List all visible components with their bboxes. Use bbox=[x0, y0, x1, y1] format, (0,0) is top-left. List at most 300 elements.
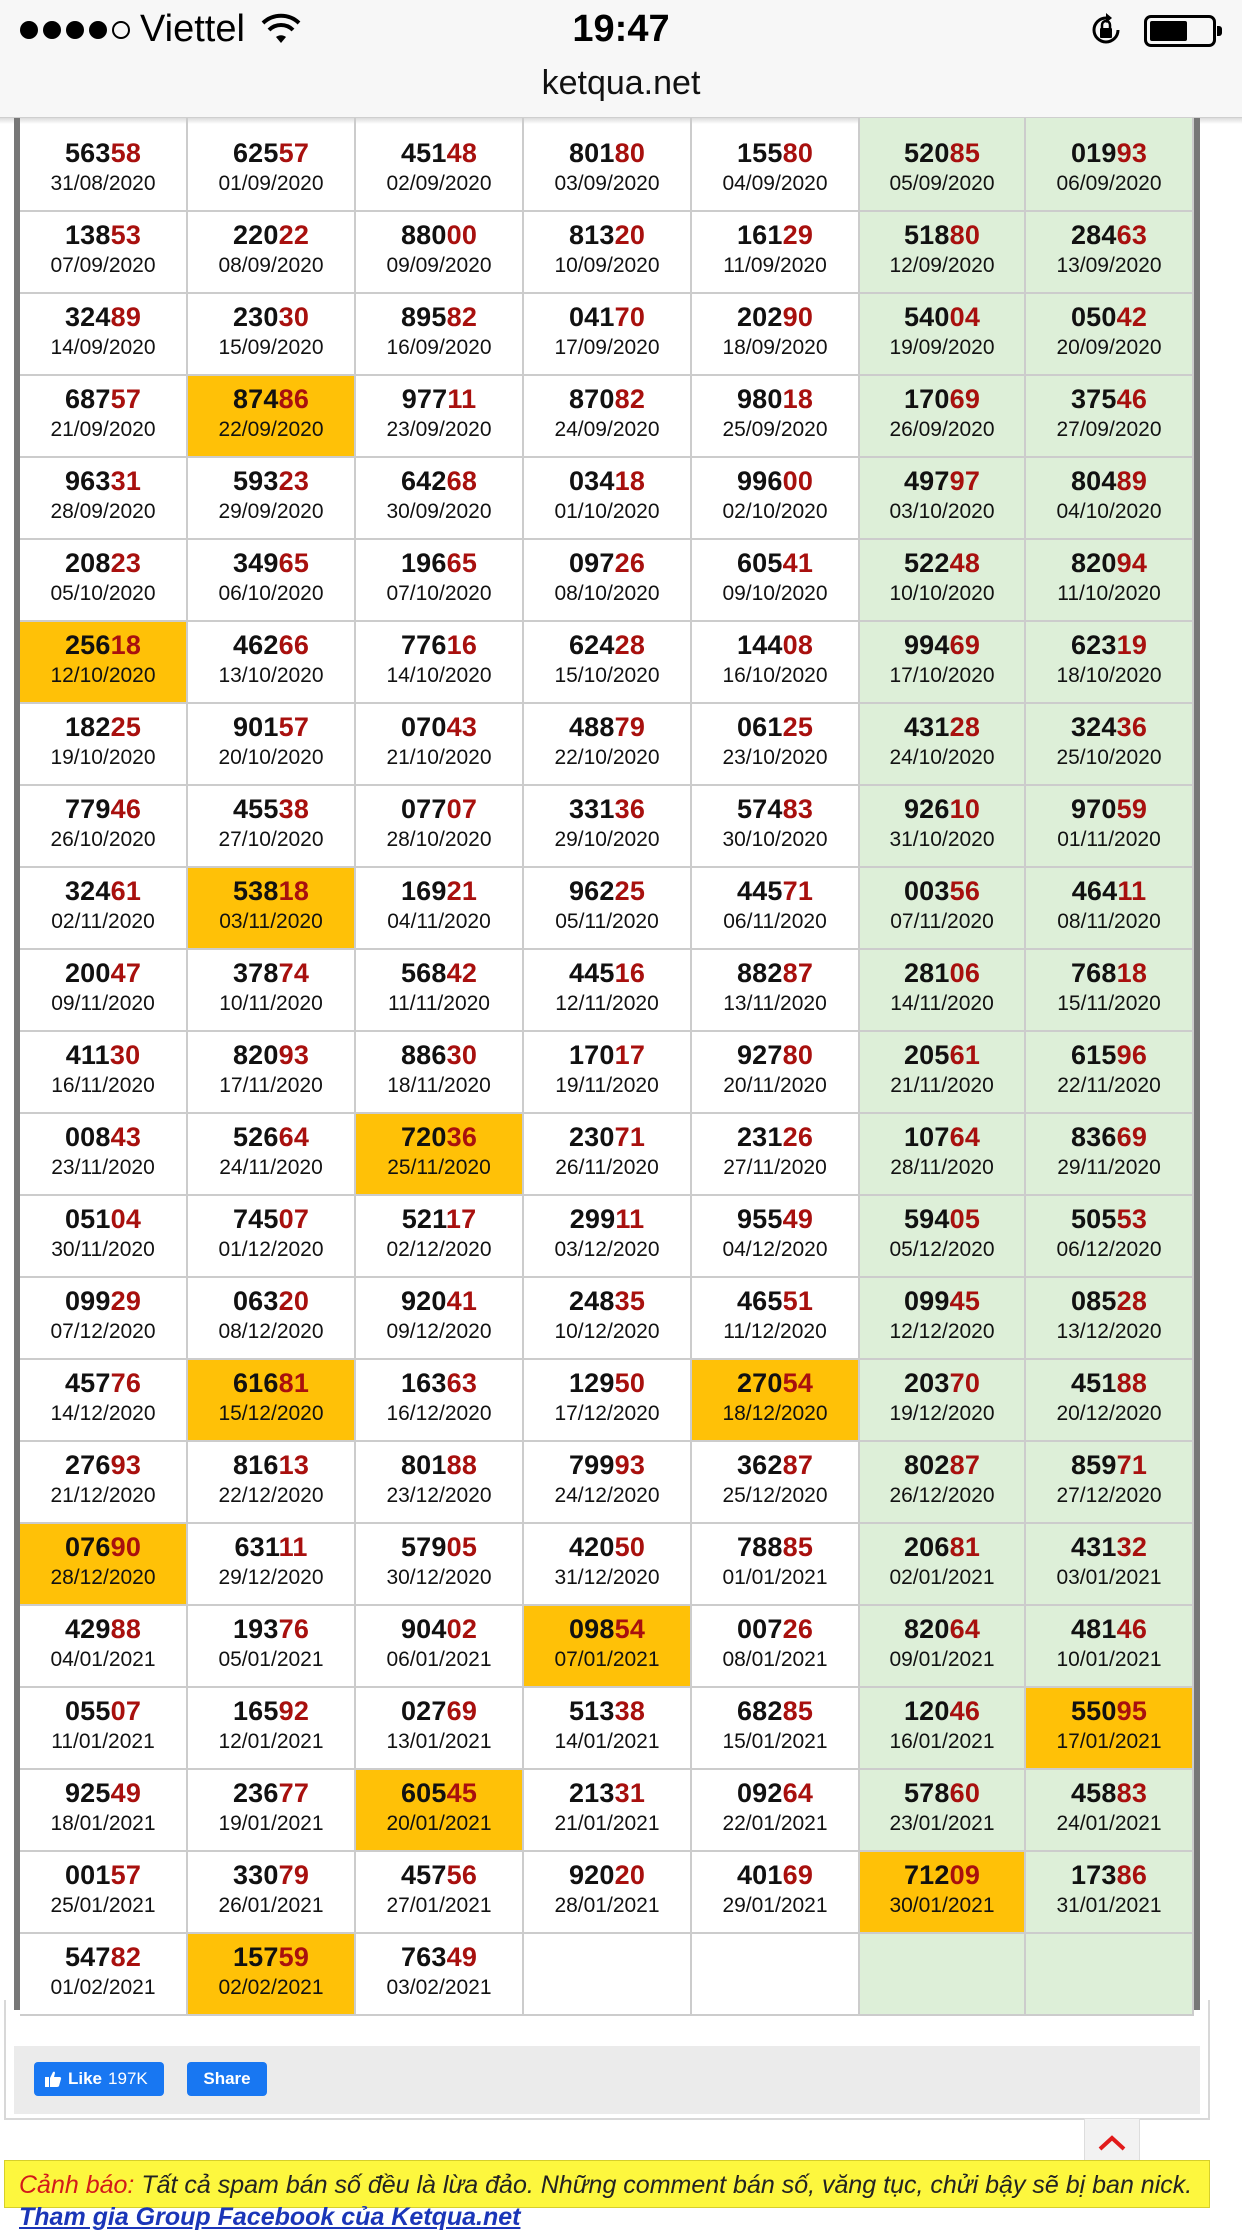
result-date: 09/01/2021 bbox=[889, 1648, 995, 1671]
warning-text: Tất cả spam bán số đều là lừa đảo. Những comment bán số, văng tục, chửi bậy sẽ bị ban nick. bbox=[134, 2171, 1193, 2199]
result-number: 05104 bbox=[64, 1204, 142, 1234]
result-cell bbox=[188, 1114, 356, 1196]
result-number: 42050 bbox=[568, 1532, 646, 1562]
result-last-two-digits: 04 bbox=[949, 302, 981, 332]
result-date: 15/09/2020 bbox=[218, 336, 324, 359]
result-date: 23/12/2020 bbox=[386, 1484, 492, 1507]
result-last-two-digits: 92 bbox=[278, 1696, 310, 1726]
result-number: 57905 bbox=[400, 1532, 478, 1562]
result-date: 10/10/2020 bbox=[889, 582, 995, 605]
result-date: 12/09/2020 bbox=[889, 254, 995, 277]
result-number: 07707 bbox=[400, 794, 478, 824]
result-date: 20/10/2020 bbox=[218, 746, 324, 769]
result-date: 11/12/2020 bbox=[723, 1320, 827, 1343]
result-cell bbox=[1026, 212, 1194, 294]
result-number: 04170 bbox=[568, 302, 646, 332]
result-date: 25/09/2020 bbox=[722, 418, 828, 441]
result-number: 76818 bbox=[1070, 958, 1148, 988]
result-last-two-digits: 29 bbox=[782, 220, 814, 250]
result-last-two-digits: 50 bbox=[614, 1532, 646, 1562]
result-cell bbox=[692, 294, 860, 376]
result-number: 10764 bbox=[903, 1122, 981, 1152]
result-last-two-digits: 41 bbox=[782, 548, 814, 578]
result-number: 61681 bbox=[232, 1368, 310, 1398]
result-date: 13/09/2020 bbox=[1056, 254, 1162, 277]
result-cell bbox=[692, 1852, 860, 1934]
result-date: 06/10/2020 bbox=[218, 582, 324, 605]
result-number: 59323 bbox=[232, 466, 310, 496]
result-cell bbox=[356, 950, 524, 1032]
result-number: 44516 bbox=[568, 958, 646, 988]
result-last-two-digits: 79 bbox=[614, 712, 646, 742]
result-cell bbox=[356, 622, 524, 704]
result-last-two-digits: 53 bbox=[1116, 1204, 1148, 1234]
facebook-group-link[interactable]: Tham gia Group Facebook của Ketqua.net bbox=[19, 2203, 521, 2231]
result-date: 15/01/2021 bbox=[722, 1730, 828, 1753]
result-last-two-digits: 97 bbox=[949, 466, 981, 496]
result-number: 19376 bbox=[232, 1614, 310, 1644]
result-cell bbox=[692, 786, 860, 868]
result-date: 30/12/2020 bbox=[386, 1566, 492, 1589]
result-cell bbox=[1026, 1770, 1194, 1852]
result-number: 37874 bbox=[232, 958, 310, 988]
result-number: 60541 bbox=[736, 548, 814, 578]
result-number: 36287 bbox=[736, 1450, 814, 1480]
result-last-two-digits: 11 bbox=[278, 1532, 308, 1562]
result-number: 82094 bbox=[1070, 548, 1148, 578]
result-last-two-digits: 19 bbox=[1116, 630, 1148, 660]
result-last-two-digits: 05 bbox=[446, 1532, 478, 1562]
result-cell bbox=[356, 1114, 524, 1196]
result-number: 51880 bbox=[903, 220, 981, 250]
result-cell bbox=[356, 1032, 524, 1114]
result-date: 25/11/2020 bbox=[387, 1156, 491, 1179]
result-number: 09945 bbox=[903, 1286, 981, 1316]
result-cell bbox=[860, 704, 1026, 786]
result-last-two-digits: 17 bbox=[445, 1204, 477, 1234]
result-cell bbox=[524, 1852, 692, 1934]
url-text: ketqua.net bbox=[541, 64, 701, 102]
result-number: 72036 bbox=[400, 1122, 478, 1152]
result-cell bbox=[1026, 376, 1194, 458]
result-cell bbox=[860, 1688, 1026, 1770]
result-last-two-digits: 69 bbox=[446, 1696, 478, 1726]
result-date: 29/11/2020 bbox=[1057, 1156, 1161, 1179]
result-last-two-digits: 87 bbox=[782, 1450, 814, 1480]
result-date: 29/01/2021 bbox=[722, 1894, 828, 1917]
result-number: 88630 bbox=[400, 1040, 478, 1070]
result-date: 15/12/2020 bbox=[218, 1402, 324, 1425]
result-date: 08/09/2020 bbox=[218, 254, 324, 277]
result-last-two-digits: 80 bbox=[782, 1040, 814, 1070]
result-cell bbox=[356, 294, 524, 376]
result-number: 80489 bbox=[1070, 466, 1148, 496]
result-number: 77946 bbox=[64, 794, 142, 824]
result-cell bbox=[692, 1442, 860, 1524]
result-last-two-digits: 69 bbox=[782, 1860, 814, 1890]
result-cell bbox=[20, 376, 188, 458]
result-cell bbox=[860, 786, 1026, 868]
result-number: 20370 bbox=[903, 1368, 981, 1398]
result-number: 55095 bbox=[1070, 1696, 1148, 1726]
result-last-two-digits: 25 bbox=[110, 712, 142, 742]
result-cell bbox=[692, 704, 860, 786]
result-last-two-digits: 80 bbox=[782, 138, 814, 168]
result-date: 05/10/2020 bbox=[50, 582, 156, 605]
result-last-two-digits: 23 bbox=[278, 466, 310, 496]
result-number: 54782 bbox=[64, 1942, 142, 1972]
result-cell bbox=[20, 458, 188, 540]
result-date: 03/02/2021 bbox=[386, 1976, 492, 1999]
result-number: 57860 bbox=[903, 1778, 981, 1808]
result-number: 49797 bbox=[903, 466, 981, 496]
result-date: 10/11/2020 bbox=[219, 992, 323, 1015]
result-date: 08/12/2020 bbox=[218, 1320, 324, 1343]
result-last-two-digits: 20 bbox=[278, 1286, 310, 1316]
result-cell bbox=[20, 1114, 188, 1196]
result-cell bbox=[188, 1524, 356, 1606]
result-cell bbox=[20, 1688, 188, 1770]
result-date: 27/09/2020 bbox=[1056, 418, 1162, 441]
result-last-two-digits: 95 bbox=[1116, 1696, 1148, 1726]
result-number: 71209 bbox=[903, 1860, 981, 1890]
result-cell bbox=[1026, 1688, 1194, 1770]
result-last-two-digits: 16 bbox=[614, 958, 646, 988]
result-cell bbox=[1026, 1114, 1194, 1196]
result-date: 19/10/2020 bbox=[50, 746, 156, 769]
address-bar[interactable] bbox=[0, 60, 1242, 118]
result-number: 23071 bbox=[568, 1122, 646, 1152]
result-last-two-digits: 71 bbox=[1116, 1450, 1148, 1480]
result-date: 10/01/2021 bbox=[1056, 1648, 1162, 1671]
result-last-two-digits: 54 bbox=[614, 1614, 646, 1644]
result-last-two-digits: 57 bbox=[278, 138, 310, 168]
result-number: 33136 bbox=[568, 794, 646, 824]
result-date: 31/10/2020 bbox=[889, 828, 995, 851]
result-number: 19665 bbox=[400, 548, 478, 578]
result-last-two-digits: 38 bbox=[278, 794, 310, 824]
result-last-two-digits: 93 bbox=[278, 1040, 310, 1070]
result-cell bbox=[692, 868, 860, 950]
result-date: 15/11/2020 bbox=[1057, 992, 1161, 1015]
result-date: 02/11/2020 bbox=[51, 910, 155, 933]
result-cell bbox=[524, 1524, 692, 1606]
result-date: 24/09/2020 bbox=[554, 418, 660, 441]
result-date: 16/12/2020 bbox=[386, 1402, 492, 1425]
result-last-two-digits: 57 bbox=[110, 1860, 142, 1890]
results-table bbox=[20, 118, 1194, 2004]
result-number: 45188 bbox=[1070, 1368, 1148, 1398]
result-number: 16921 bbox=[400, 876, 478, 906]
result-date: 19/11/2020 bbox=[555, 1074, 659, 1097]
result-last-two-digits: 31 bbox=[614, 1778, 646, 1808]
result-number: 51338 bbox=[568, 1696, 646, 1726]
result-cell bbox=[524, 130, 692, 212]
result-number: 43128 bbox=[903, 712, 981, 742]
result-last-two-digits: 13 bbox=[278, 1450, 310, 1480]
result-last-two-digits: 23 bbox=[110, 548, 142, 578]
result-last-two-digits: 11 bbox=[615, 1204, 645, 1234]
result-number: 54004 bbox=[903, 302, 981, 332]
result-cell bbox=[524, 540, 692, 622]
result-number: 64268 bbox=[400, 466, 478, 496]
result-date: 30/11/2020 bbox=[51, 1238, 155, 1261]
result-number: 06125 bbox=[736, 712, 814, 742]
result-cell bbox=[188, 868, 356, 950]
result-number: 82064 bbox=[903, 1614, 981, 1644]
result-cell bbox=[860, 868, 1026, 950]
result-number: 92780 bbox=[736, 1040, 814, 1070]
result-last-two-digits: 32 bbox=[1116, 1532, 1148, 1562]
result-number: 42988 bbox=[64, 1614, 142, 1644]
result-last-two-digits: 60 bbox=[949, 1778, 981, 1808]
result-last-two-digits: 00 bbox=[782, 466, 814, 496]
result-date: 28/10/2020 bbox=[386, 828, 492, 851]
result-date: 27/11/2020 bbox=[723, 1156, 827, 1179]
result-cell bbox=[188, 130, 356, 212]
result-cell bbox=[356, 540, 524, 622]
empty-cell bbox=[1026, 1934, 1194, 2016]
result-last-two-digits: 70 bbox=[614, 302, 646, 332]
result-date: 18/11/2020 bbox=[387, 1074, 491, 1097]
result-number: 23126 bbox=[736, 1122, 814, 1152]
result-last-two-digits: 36 bbox=[614, 794, 646, 824]
result-date: 01/10/2020 bbox=[554, 500, 660, 523]
result-number: 23677 bbox=[232, 1778, 310, 1808]
like-count: 197K bbox=[108, 2069, 148, 2088]
result-cell bbox=[356, 1852, 524, 1934]
result-date: 01/01/2021 bbox=[722, 1566, 828, 1589]
result-number: 87082 bbox=[568, 384, 646, 414]
result-number: 60545 bbox=[400, 1778, 478, 1808]
result-cell bbox=[524, 786, 692, 868]
result-last-two-digits: 61 bbox=[110, 876, 142, 906]
result-number: 07690 bbox=[64, 1532, 142, 1562]
result-last-two-digits: 56 bbox=[949, 876, 981, 906]
result-number: 68757 bbox=[64, 384, 142, 414]
facebook-share-button[interactable]: Share bbox=[187, 2062, 267, 2096]
result-last-two-digits: 80 bbox=[614, 138, 646, 168]
result-last-two-digits: 20 bbox=[614, 1860, 646, 1890]
result-last-two-digits: 28 bbox=[614, 630, 646, 660]
result-cell bbox=[20, 294, 188, 376]
result-last-two-digits: 46 bbox=[1116, 1614, 1148, 1644]
result-cell bbox=[356, 786, 524, 868]
result-last-two-digits: 46 bbox=[110, 794, 142, 824]
result-number: 99600 bbox=[736, 466, 814, 496]
result-number: 20047 bbox=[64, 958, 142, 988]
result-cell bbox=[860, 622, 1026, 704]
result-number: 96225 bbox=[568, 876, 646, 906]
result-cell bbox=[1026, 950, 1194, 1032]
result-cell bbox=[860, 1442, 1026, 1524]
result-last-two-digits: 59 bbox=[1116, 794, 1148, 824]
result-date: 27/12/2020 bbox=[1056, 1484, 1162, 1507]
result-last-two-digits: 25 bbox=[782, 712, 814, 742]
result-last-two-digits: 45 bbox=[949, 1286, 981, 1316]
result-cell bbox=[188, 1688, 356, 1770]
result-date: 03/11/2020 bbox=[219, 910, 323, 933]
result-cell bbox=[356, 458, 524, 540]
result-cell bbox=[1026, 622, 1194, 704]
result-last-two-digits: 85 bbox=[949, 138, 981, 168]
result-date: 28/01/2021 bbox=[554, 1894, 660, 1917]
result-cell bbox=[1026, 540, 1194, 622]
result-last-two-digits: 26 bbox=[614, 548, 646, 578]
result-date: 06/11/2020 bbox=[723, 910, 827, 933]
result-last-two-digits: 68 bbox=[446, 466, 478, 496]
result-cell bbox=[524, 868, 692, 950]
result-number: 09854 bbox=[568, 1614, 646, 1644]
result-last-two-digits: 45 bbox=[446, 1778, 478, 1808]
result-number: 34965 bbox=[232, 548, 310, 578]
result-cell bbox=[524, 1278, 692, 1360]
result-date: 28/09/2020 bbox=[50, 500, 156, 523]
result-number: 62428 bbox=[568, 630, 646, 660]
result-number: 22022 bbox=[232, 220, 310, 250]
result-number: 07043 bbox=[400, 712, 478, 742]
result-number: 24835 bbox=[568, 1286, 646, 1316]
result-number: 20290 bbox=[736, 302, 814, 332]
result-cell bbox=[1026, 1278, 1194, 1360]
result-last-two-digits: 63 bbox=[446, 1368, 478, 1398]
result-cell bbox=[188, 1196, 356, 1278]
result-last-two-digits: 83 bbox=[782, 794, 814, 824]
result-last-two-digits: 90 bbox=[782, 302, 814, 332]
result-cell bbox=[692, 622, 860, 704]
result-last-two-digits: 43 bbox=[110, 1122, 142, 1152]
result-cell bbox=[1026, 458, 1194, 540]
result-number: 85971 bbox=[1070, 1450, 1148, 1480]
result-last-two-digits: 10 bbox=[949, 794, 981, 824]
result-number: 80180 bbox=[568, 138, 646, 168]
result-date: 23/11/2020 bbox=[51, 1156, 155, 1179]
result-last-two-digits: 85 bbox=[782, 1696, 814, 1726]
result-number: 45756 bbox=[400, 1860, 478, 1890]
result-date: 13/11/2020 bbox=[723, 992, 827, 1015]
result-last-two-digits: 35 bbox=[614, 1286, 646, 1316]
result-number: 78885 bbox=[736, 1532, 814, 1562]
result-date: 19/12/2020 bbox=[889, 1402, 995, 1425]
result-last-two-digits: 80 bbox=[949, 220, 981, 250]
result-date: 04/09/2020 bbox=[722, 172, 828, 195]
result-number: 56358 bbox=[64, 138, 142, 168]
result-cell bbox=[20, 868, 188, 950]
result-number: 45883 bbox=[1070, 1778, 1148, 1808]
result-last-two-digits: 64 bbox=[782, 1778, 814, 1808]
result-date: 02/02/2021 bbox=[218, 1976, 324, 1999]
result-date: 17/10/2020 bbox=[889, 664, 995, 687]
result-date: 25/12/2020 bbox=[722, 1484, 828, 1507]
result-number: 09726 bbox=[568, 548, 646, 578]
result-last-two-digits: 54 bbox=[782, 1368, 814, 1398]
result-number: 97711 bbox=[401, 384, 477, 414]
result-cell bbox=[188, 540, 356, 622]
result-last-two-digits: 96 bbox=[1116, 1040, 1148, 1070]
result-cell bbox=[1026, 1606, 1194, 1688]
result-last-two-digits: 28 bbox=[949, 712, 981, 742]
result-last-two-digits: 93 bbox=[110, 1450, 142, 1480]
carrier-name: Viettel bbox=[140, 8, 245, 50]
result-last-two-digits: 57 bbox=[110, 384, 142, 414]
result-date: 07/09/2020 bbox=[50, 254, 156, 277]
result-number: 09264 bbox=[736, 1778, 814, 1808]
result-last-two-digits: 64 bbox=[949, 1614, 981, 1644]
result-last-two-digits: 89 bbox=[1116, 466, 1148, 496]
result-cell bbox=[188, 786, 356, 868]
result-date: 24/10/2020 bbox=[889, 746, 995, 769]
result-date: 20/09/2020 bbox=[1056, 336, 1162, 359]
result-date: 22/11/2020 bbox=[1057, 1074, 1161, 1097]
result-cell bbox=[356, 1688, 524, 1770]
result-date: 21/09/2020 bbox=[50, 418, 156, 441]
result-number: 82093 bbox=[232, 1040, 310, 1070]
result-cell bbox=[524, 1114, 692, 1196]
result-number: 09929 bbox=[64, 1286, 142, 1316]
result-last-two-digits: 86 bbox=[1116, 1860, 1148, 1890]
result-cell bbox=[20, 786, 188, 868]
result-cell bbox=[356, 1278, 524, 1360]
result-cell bbox=[524, 294, 692, 376]
result-last-two-digits: 87 bbox=[949, 1450, 981, 1480]
result-date: 26/09/2020 bbox=[889, 418, 995, 441]
result-cell bbox=[356, 376, 524, 458]
result-date: 17/12/2020 bbox=[554, 1402, 660, 1425]
result-last-two-digits: 48 bbox=[949, 548, 981, 578]
result-date: 02/10/2020 bbox=[722, 500, 828, 523]
result-last-two-digits: 09 bbox=[949, 1860, 981, 1890]
result-cell bbox=[1026, 1196, 1194, 1278]
result-cell bbox=[20, 130, 188, 212]
warning-label: Cảnh báo: bbox=[19, 2171, 135, 2199]
result-last-two-digits: 94 bbox=[1116, 548, 1148, 578]
result-cell bbox=[356, 212, 524, 294]
result-date: 04/11/2020 bbox=[387, 910, 491, 933]
result-number: 32461 bbox=[64, 876, 142, 906]
result-date: 09/11/2020 bbox=[51, 992, 155, 1015]
result-number: 92610 bbox=[903, 794, 981, 824]
result-last-two-digits: 18 bbox=[110, 630, 142, 660]
result-number: 27693 bbox=[64, 1450, 142, 1480]
result-number: 12950 bbox=[568, 1368, 646, 1398]
result-cell bbox=[188, 1278, 356, 1360]
like-label: Like bbox=[68, 2069, 103, 2088]
result-last-two-digits: 20 bbox=[614, 220, 646, 250]
result-date: 06/09/2020 bbox=[1056, 172, 1162, 195]
result-date: 20/12/2020 bbox=[1056, 1402, 1162, 1425]
result-last-two-digits: 30 bbox=[109, 1040, 141, 1070]
result-date: 10/09/2020 bbox=[554, 254, 660, 277]
result-cell bbox=[356, 130, 524, 212]
result-number: 45148 bbox=[400, 138, 478, 168]
result-cell bbox=[20, 950, 188, 1032]
result-cell bbox=[1026, 130, 1194, 212]
results-table-frame bbox=[14, 118, 1200, 2010]
result-number: 48146 bbox=[1070, 1614, 1148, 1644]
rotation-lock-icon bbox=[1088, 12, 1124, 48]
result-date: 24/12/2020 bbox=[554, 1484, 660, 1507]
result-cell bbox=[188, 1606, 356, 1688]
result-cell bbox=[20, 622, 188, 704]
status-bar bbox=[0, 0, 1242, 60]
result-last-two-digits: 88 bbox=[1116, 1368, 1148, 1398]
result-last-two-digits: 06 bbox=[949, 958, 981, 988]
result-date: 16/09/2020 bbox=[386, 336, 492, 359]
result-date: 12/12/2020 bbox=[889, 1320, 995, 1343]
result-date: 23/09/2020 bbox=[386, 418, 492, 441]
result-last-two-digits: 69 bbox=[949, 630, 981, 660]
facebook-like-button[interactable] bbox=[34, 2062, 164, 2096]
